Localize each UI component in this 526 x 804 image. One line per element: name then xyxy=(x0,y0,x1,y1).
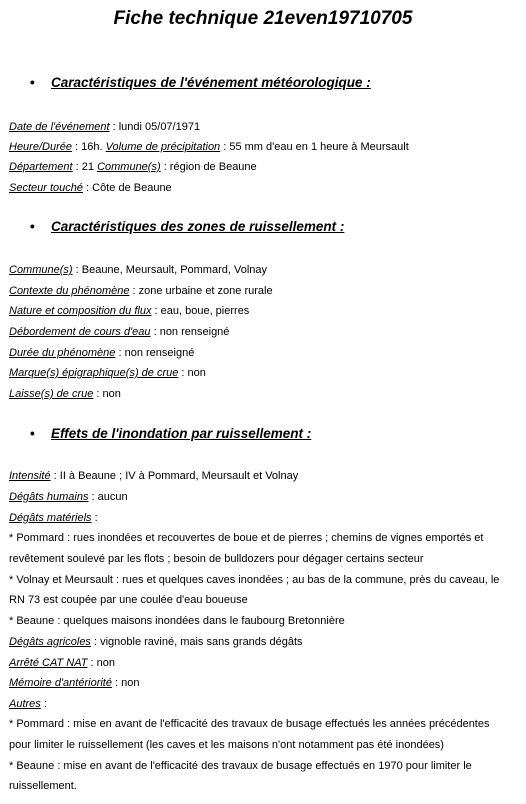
field-value: : 21 xyxy=(72,161,98,173)
field-label: Heure/Durée xyxy=(9,141,72,153)
field-value: : xyxy=(91,512,98,524)
paragraph-line: RN 73 est coupée par une coulée d'eau boueuse xyxy=(9,594,248,606)
field-value: : II à Beaune ; IV à Pommard, Meursault et Volnay xyxy=(50,470,299,482)
field-material-damage xyxy=(9,511,98,525)
section-title: Effets de l'inondation par ruissellement : xyxy=(51,426,312,441)
field-catnat-decree xyxy=(9,656,115,670)
field-value: : eau, boue, pierres xyxy=(151,305,250,317)
paragraph-line: * Beaune : quelques maisons inondées dans le faubourg Bretonnière xyxy=(9,615,345,627)
field-zone-context xyxy=(9,284,273,298)
field-value: : région de Beaune xyxy=(160,161,257,173)
field-value: : non xyxy=(111,677,140,689)
field-value: : xyxy=(40,698,47,710)
paragraph-line: * Pommard : mise en avant de l'efficacité des travaux de busage effectués les années précédentes xyxy=(9,718,490,730)
section-heading-zones xyxy=(30,219,344,234)
field-time-precipitation xyxy=(9,140,409,154)
field-value: : 55 mm d'eau en 1 heure à Meursault xyxy=(220,141,409,153)
field-label: Autres xyxy=(9,698,41,710)
field-other xyxy=(9,697,47,711)
field-label: Secteur touché xyxy=(9,182,83,194)
paragraph-line: * Volnay et Meursault : rues et quelques caves inondées ; au bas de la commune, près du caveau, le xyxy=(9,574,500,586)
field-agricultural-damage xyxy=(9,635,303,649)
field-label: Durée du phénomène xyxy=(9,347,116,359)
field-value: : 16h. xyxy=(71,141,106,153)
field-label: Dégâts humains xyxy=(9,491,89,503)
field-label: Marque(s) épigraphique(s) de crue xyxy=(9,367,179,379)
paragraph-line: * Beaune : mise en avant de l'efficacité des travaux de busage effectués en 1970 pour limiter le xyxy=(9,760,472,772)
field-sector xyxy=(9,181,172,195)
field-label: Nature et composition du flux xyxy=(9,305,152,317)
field-label: Département xyxy=(9,161,73,173)
field-zone-flood-traces xyxy=(9,387,121,401)
field-intensity xyxy=(9,469,298,483)
field-label: Débordement de cours d'eau xyxy=(9,326,151,338)
field-human-damage xyxy=(9,490,128,504)
field-value: : lundi 05/07/1971 xyxy=(109,121,201,133)
field-value: : Côte de Beaune xyxy=(83,182,172,194)
section-heading-event xyxy=(30,75,371,90)
field-value: : vignoble raviné, mais sans grands dégâts xyxy=(90,636,303,648)
section-title: Caractéristiques des zones de ruissellement : xyxy=(51,219,345,234)
field-label: Intensité xyxy=(9,470,51,482)
paragraph-line: * Pommard : rues inondées et recouvertes de boue et de pierres ; chemins de vignes emportés et xyxy=(9,532,484,544)
document-title: Fiche technique 21even19710705 xyxy=(113,8,413,29)
field-event-date xyxy=(9,120,200,134)
field-label: Volume de précipitation xyxy=(105,141,221,153)
field-zone-overflow xyxy=(9,325,229,339)
field-zone-marks xyxy=(9,366,206,380)
section-title: Caractéristiques de l'événement météorologique : xyxy=(51,75,371,90)
field-label: Arrêté CAT NAT xyxy=(9,657,88,669)
field-zone-communes xyxy=(9,263,267,277)
field-label: Mémoire d'antériorité xyxy=(9,677,112,689)
field-prior-memory xyxy=(9,676,140,690)
field-value: : non xyxy=(87,657,115,669)
field-label: Date de l'événement xyxy=(9,121,110,133)
bullet-icon: • xyxy=(30,426,35,441)
bullet-icon: • xyxy=(30,75,35,90)
field-zone-duration xyxy=(9,346,194,360)
field-value: : Beaune, Meursault, Pommard, Volnay xyxy=(72,264,268,276)
field-value: : aucun xyxy=(88,491,128,503)
field-label: Dégâts matériels xyxy=(9,512,92,524)
field-value: : non xyxy=(178,367,206,379)
field-label: Dégâts agricoles xyxy=(9,636,91,648)
field-value: : zone urbaine et zone rurale xyxy=(129,285,273,297)
paragraph-line: revêtement soulevé par les flots ; besoin de bulldozers pour dégager certains secteur xyxy=(9,553,424,565)
paragraph-line: pour limiter le ruissellement (les caves et les maisons n'ont notamment pas été inondées) xyxy=(9,739,444,751)
paragraph-line: ruissellement. xyxy=(9,780,77,792)
field-value: : non xyxy=(93,388,121,400)
bullet-icon: • xyxy=(30,219,35,234)
field-value: : non renseigné xyxy=(150,326,230,338)
field-value: : non renseigné xyxy=(115,347,195,359)
field-label: Laisse(s) de crue xyxy=(9,388,94,400)
field-label: Contexte du phénomène xyxy=(9,285,130,297)
section-heading-effects xyxy=(30,426,311,441)
field-zone-flux xyxy=(9,304,249,318)
field-department-communes xyxy=(9,160,257,174)
field-label: Commune(s) xyxy=(9,264,73,276)
field-label: Commune(s) xyxy=(97,161,161,173)
